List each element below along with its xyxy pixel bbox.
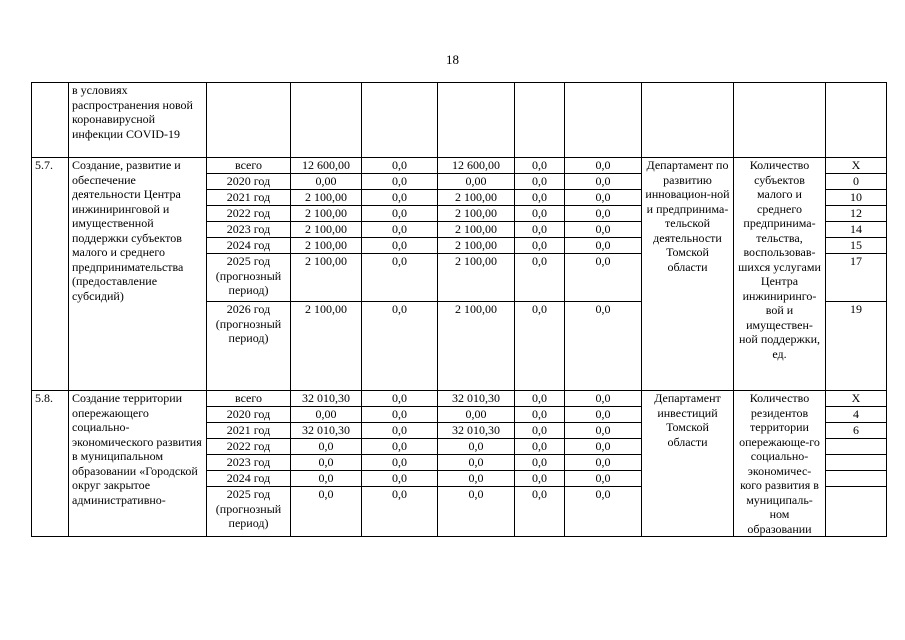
cell-extra: 0,0 (565, 407, 642, 423)
cell-value: 0 (826, 174, 887, 190)
cell-value: 12 (826, 206, 887, 222)
cell-extra: 0,0 (565, 455, 642, 471)
cell-total: 2 100,00 (291, 222, 362, 238)
cell-value: 10 (826, 190, 887, 206)
cell-period: 2020 год (207, 174, 291, 190)
cell-total: 12 600,00 (291, 158, 362, 174)
cell-value: 14 (826, 222, 887, 238)
cell-federal: 0,0 (362, 407, 438, 423)
cell-value: 15 (826, 238, 887, 254)
cell-extra: 0,0 (565, 423, 642, 439)
cell-regional: 32 010,30 (438, 423, 515, 439)
cell-value (826, 471, 887, 487)
cell-name: в условиях распространения новой коронавирусной инфекции COVID-19 (69, 83, 207, 158)
cell-local: 0,0 (515, 158, 565, 174)
cell-regional: 0,0 (438, 439, 515, 455)
cell-regional: 0,00 (438, 407, 515, 423)
cell-period: 2020 год (207, 407, 291, 423)
table-row (32, 83, 887, 158)
cell-extra: 0,0 (565, 158, 642, 174)
cell-local: 0,0 (515, 439, 565, 455)
cell-local: 0,0 (515, 254, 565, 302)
cell-num: 5.7. (32, 158, 69, 391)
cell-total: 2 100,00 (291, 302, 362, 391)
cell-extra: 0,0 (565, 302, 642, 391)
cell-local: 0,0 (515, 423, 565, 439)
cell-value: 19 (826, 302, 887, 391)
cell-value: Х (826, 158, 887, 174)
cell-regional: 32 010,30 (438, 391, 515, 407)
cell-local: 0,0 (515, 190, 565, 206)
cell-federal: 0,0 (362, 254, 438, 302)
cell-period: 2021 год (207, 423, 291, 439)
cell-local: 0,0 (515, 174, 565, 190)
cell-period: 2026 год (прогнозный период) (207, 302, 291, 391)
cell-extra: 0,0 (565, 174, 642, 190)
cell-total: 0,0 (291, 455, 362, 471)
cell-total: 2 100,00 (291, 238, 362, 254)
cell-period: 2023 год (207, 455, 291, 471)
cell-federal: 0,0 (362, 174, 438, 190)
cell-value (826, 455, 887, 471)
cell-indicator: Количество субъектов малого и среднего предпринима-тельства, воспользовав-шихся услугами Центра инжиниринго-вой и имуществен-ной поддержки, ед. (734, 158, 826, 391)
cell-indicator: Количество резидентов территории опережающе-го социально-экономичес-кого развития в муниципаль-ном образовании (734, 391, 826, 537)
cell-period: всего (207, 391, 291, 407)
program-table (31, 82, 887, 537)
cell-federal: 0,0 (362, 455, 438, 471)
cell-federal: 0,0 (362, 391, 438, 407)
cell-num: 5.8. (32, 391, 69, 537)
cell-period: 2021 год (207, 190, 291, 206)
page-number: 18 (446, 52, 459, 67)
cell-num (32, 83, 69, 158)
cell-period: 2024 год (207, 238, 291, 254)
cell-value: Х (826, 391, 887, 407)
cell-local: 0,0 (515, 455, 565, 471)
cell-extra: 0,0 (565, 487, 642, 537)
cell-regional: 2 100,00 (438, 190, 515, 206)
cell-local: 0,0 (515, 391, 565, 407)
cell-total: 0,0 (291, 439, 362, 455)
cell-regional: 2 100,00 (438, 222, 515, 238)
cell-extra: 0,0 (565, 391, 642, 407)
cell-extra: 0,0 (565, 254, 642, 302)
cell-local: 0,0 (515, 487, 565, 537)
cell-period: 2024 год (207, 471, 291, 487)
cell-regional: 12 600,00 (438, 158, 515, 174)
cell-extra: 0,0 (565, 190, 642, 206)
cell-local: 0,0 (515, 302, 565, 391)
cell-federal: 0,0 (362, 471, 438, 487)
cell-value: 4 (826, 407, 887, 423)
cell-federal: 0,0 (362, 222, 438, 238)
cell-federal: 0,0 (362, 487, 438, 537)
cell-period: 2022 год (207, 206, 291, 222)
table-row (32, 158, 887, 174)
cell-total: 2 100,00 (291, 206, 362, 222)
cell-federal: 0,0 (362, 158, 438, 174)
cell-federal: 0,0 (362, 206, 438, 222)
cell-extra: 0,0 (565, 238, 642, 254)
cell-value (826, 439, 887, 455)
cell-period: 2025 год (прогнозный период) (207, 487, 291, 537)
cell-extra: 0,0 (565, 206, 642, 222)
cell-total: 2 100,00 (291, 190, 362, 206)
cell-total: 32 010,30 (291, 423, 362, 439)
cell-federal: 0,0 (362, 302, 438, 391)
cell-federal: 0,0 (362, 238, 438, 254)
cell-regional: 0,0 (438, 455, 515, 471)
cell-period: 2023 год (207, 222, 291, 238)
cell-federal: 0,0 (362, 439, 438, 455)
cell-total: 32 010,30 (291, 391, 362, 407)
cell-regional: 0,0 (438, 471, 515, 487)
cell-extra: 0,0 (565, 471, 642, 487)
cell-total: 0,0 (291, 471, 362, 487)
cell-total: 0,00 (291, 174, 362, 190)
cell-local: 0,0 (515, 238, 565, 254)
cell-regional: 0,00 (438, 174, 515, 190)
cell-total: 0,0 (291, 487, 362, 537)
cell-value (826, 487, 887, 537)
cell-value: 6 (826, 423, 887, 439)
cell-value: 17 (826, 254, 887, 302)
cell-total: 2 100,00 (291, 254, 362, 302)
cell-extra: 0,0 (565, 439, 642, 455)
cell-executor: Департамент по развитию инновацион-ной и предпринима-тельской деятельности Томской области (642, 158, 734, 391)
cell-period: 2022 год (207, 439, 291, 455)
cell-total: 0,00 (291, 407, 362, 423)
cell-name: Создание, развитие и обеспечение деятельности Центра инжиниринговой и имущественной поддержки субъектов малого и среднего предпринимательства (предоставление субсидий) (69, 158, 207, 391)
cell-name: Создание территории опережающего социально-экономического развития в муниципальном образовании «Городской округ закрытое административно- (69, 391, 207, 537)
cell-extra: 0,0 (565, 222, 642, 238)
cell-regional: 2 100,00 (438, 254, 515, 302)
cell-federal: 0,0 (362, 190, 438, 206)
cell-local: 0,0 (515, 222, 565, 238)
cell-regional: 2 100,00 (438, 238, 515, 254)
cell-federal: 0,0 (362, 423, 438, 439)
cell-local: 0,0 (515, 206, 565, 222)
cell-regional: 0,0 (438, 487, 515, 537)
cell-period: всего (207, 158, 291, 174)
cell-period: 2025 год (прогнозный период) (207, 254, 291, 302)
cell-local: 0,0 (515, 407, 565, 423)
cell-regional: 2 100,00 (438, 206, 515, 222)
table-row (32, 391, 887, 407)
cell-regional: 2 100,00 (438, 302, 515, 391)
cell-executor: Департамент инвестиций Томской области (642, 391, 734, 537)
cell-local: 0,0 (515, 471, 565, 487)
